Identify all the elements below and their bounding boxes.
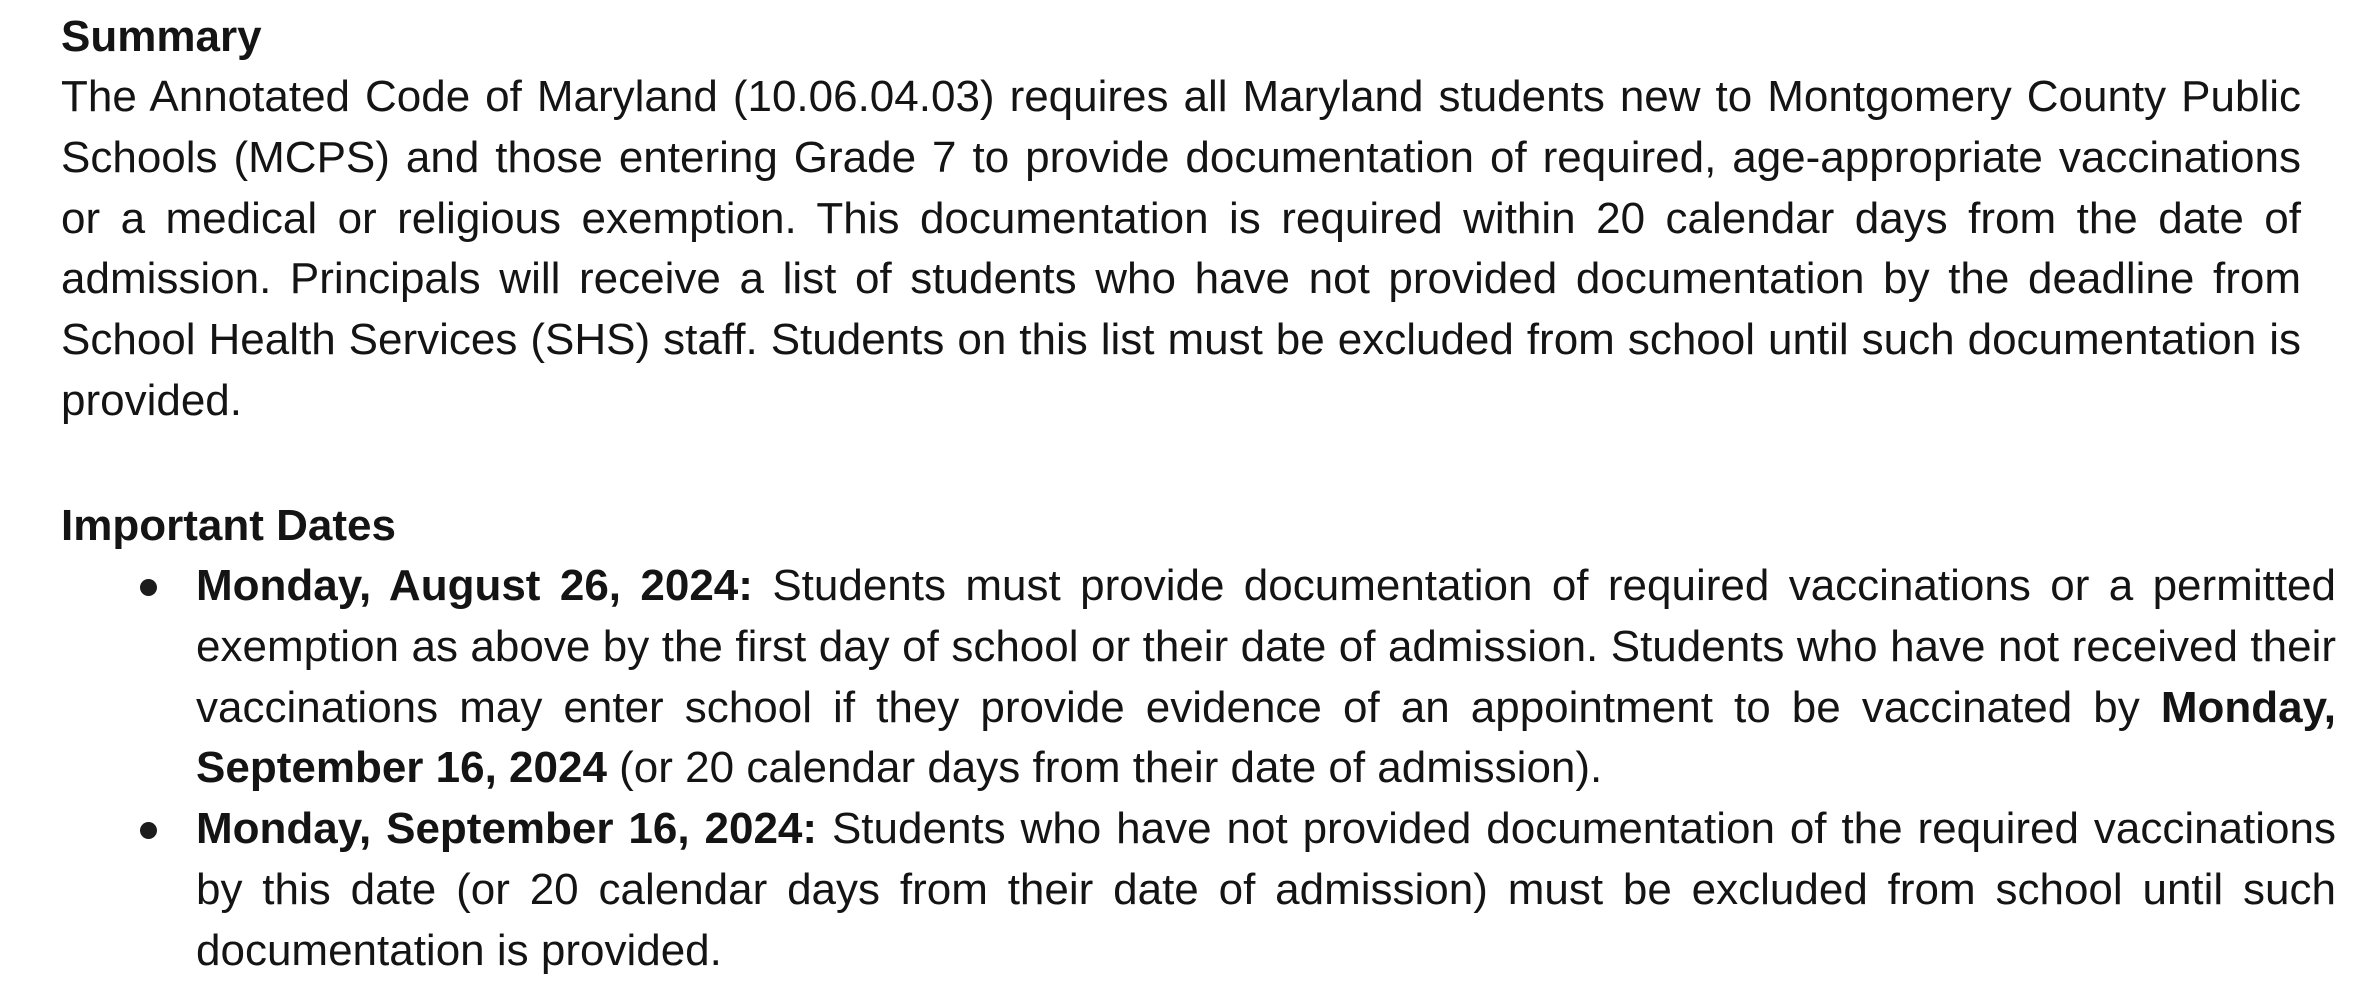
summary-heading: Summary xyxy=(61,12,262,61)
summary-paragraph: The Annotated Code of Maryland (10.06.04.03) requires all Maryland students new to Montgomery County Public Schools (MCPS) and those entering Grade 7 to provide documentation of required, age-appropriate vaccinations or a medical or religious exemption. This documentation is required within 20 calendar days from the date of admission. Principals will receive a list of students who have not provided documentation by the deadline from School Health Services (SHS) staff. Students on this list must be excluded from school until such documentation is provided. xyxy=(61,72,2301,425)
important-dates-list xyxy=(0,556,2376,982)
date-item-september-16 xyxy=(196,799,2336,981)
date-item-august-26 xyxy=(196,556,2336,799)
important-dates-heading: Important Dates xyxy=(61,501,396,550)
date-label: Monday, September 16, 2024: xyxy=(196,804,818,854)
date-description: Students who have not provided documentation of the required vaccinations by this date (or 20 calendar days from their date of admission) must be excluded from school until such documentation is provided. xyxy=(196,804,2336,975)
bullet-icon xyxy=(140,822,157,839)
date-label: Monday, August 26, 2024: xyxy=(196,561,753,610)
date-description: Students must provide documentation of required vaccinations or a permitted exemption as above by the first day of school or their date of admission. Students who have not received their vaccinations may enter school if they provide evidence of an appointment to be vaccinated by xyxy=(196,561,2336,732)
bullet-icon xyxy=(140,579,157,596)
date-description-tail: (or 20 calendar days from their date of admission). xyxy=(606,743,1603,793)
deadline-date: Monday, September 16, 2024 xyxy=(196,682,2336,793)
